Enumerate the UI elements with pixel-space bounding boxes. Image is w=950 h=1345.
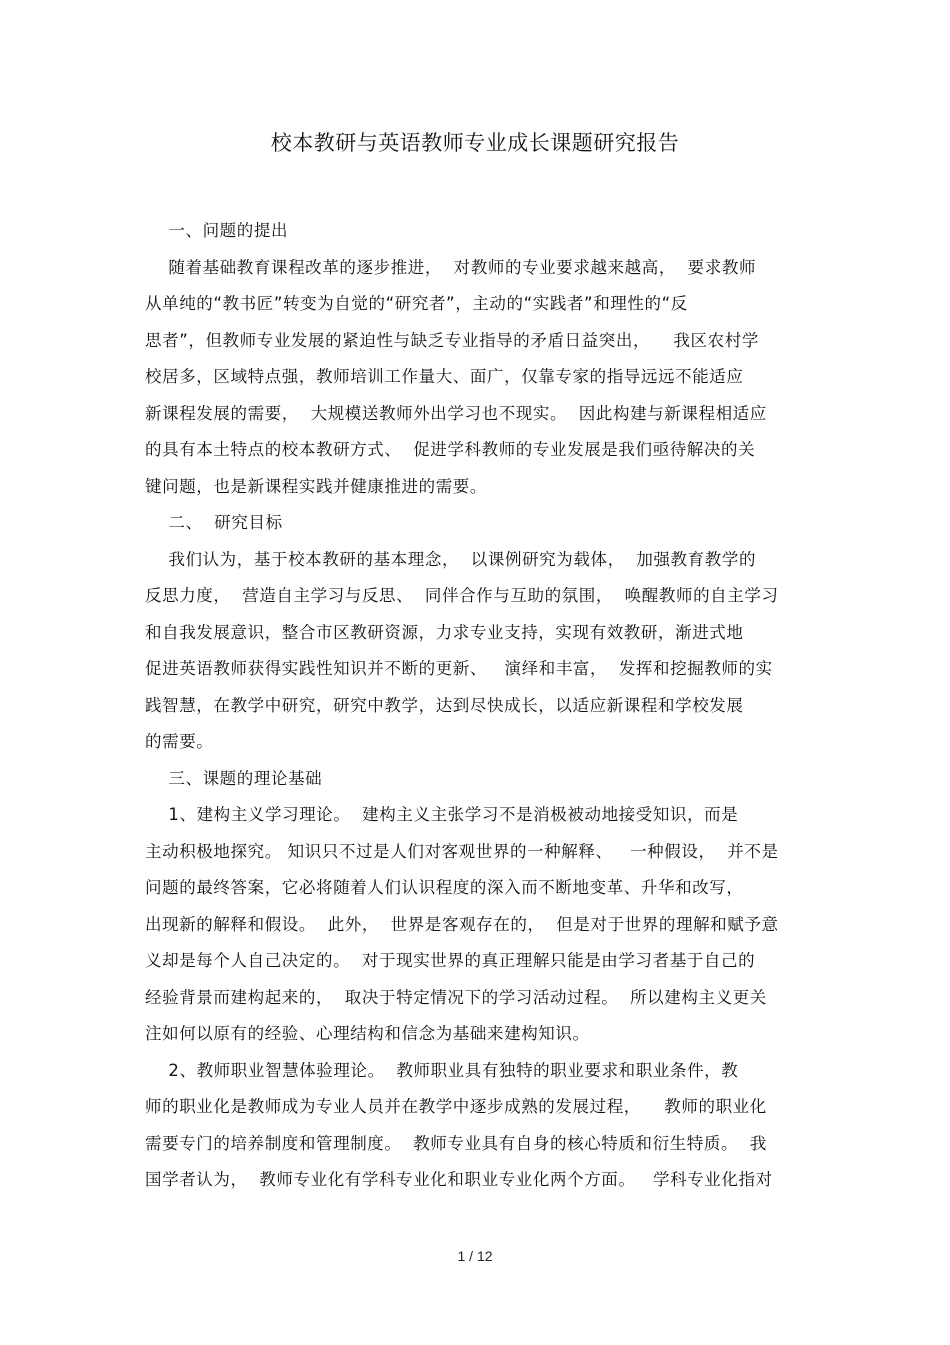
paragraph-line: 随着基础教育课程改革的逐步推进， 对教师的专业要求越来越高， 要求教师 [145,257,757,277]
paragraph-line: 1、建构主义学习理论。 建构主义主张学习不是消极被动地接受知识，而是 [145,805,739,824]
paragraph-line: 出现新的解释和假设。 此外， 世界是客观存在的， 但是对于世界的理解和赋予意 [145,914,779,934]
document-title: 校本教研与英语教师专业成长课题研究报告 [270,131,680,155]
paragraph-line: 的需要。 [145,732,214,751]
paragraph-line: 问题的最终答案，它必将随着人们认识程度的深入而不断地变革、升华和改写， [145,878,744,897]
paragraph-line: 从单纯的“教书匠”转变为自觉的“研究者”，主动的“实践者”和理性的“反 [145,294,688,313]
paragraph-line: 和自我发展意识，整合市区教研资源，力求专业支持，实现有效教研，渐进式地 [145,622,744,642]
page-number: 1 / 12 [457,1248,493,1264]
paragraph-line: 主动积极地探究。 知识只不过是人们对客观世界的一种解释、 一种假设， 并不是 [145,841,779,861]
paragraph-line: 经验背景而建构起来的， 取决于特定情况下的学习活动过程。 所以建构主义更关 [145,987,767,1007]
paragraph-line: 新课程发展的需要， 大规模送教师外出学习也不现实。 因此构建与新课程相适应 [145,403,767,423]
document-body [145,213,815,1199]
paragraph-line: 践智慧，在教学中研究，研究中教学，达到尽快成长，以适应新课程和学校发展 [145,695,744,715]
paragraph-line: 注如何以原有的经验、心理结构和信念为基础来建构知识。 [145,1024,590,1043]
paragraph-line: 需要专门的培养制度和管理制度。 教师专业具有自身的核心特质和衍生特质。 我 [145,1133,767,1153]
paragraph-line: 师的职业化是教师成为专业人员并在教学中逐步成熟的发展过程， 教师的职业化 [145,1097,767,1116]
heading-3-theory: 三、课题的理论基础 [145,768,323,788]
paragraph-line: 思者”，但教师专业发展的紧迫性与缺乏专业指导的矛盾日益突出， 我区农村学 [145,330,759,350]
paragraph-line: 国学者认为， 教师专业化有学科专业化和职业专业化两个方面。 学科专业化指对 [145,1170,773,1189]
paragraph-line: 键问题，也是新课程实践并健康推进的需要。 [145,476,487,496]
paragraph-line: 我们认为，基于校本教研的基本理念， 以课例研究为载体， 加强教育教学的 [145,549,757,569]
paragraph-line: 反思力度， 营造自主学习与反思、 同伴合作与互助的氛围， 唤醒教师的自主学习 [145,586,779,605]
heading-2-goals: 二、 研究目标 [145,513,283,532]
paragraph-line: 2、教师职业智慧体验理论。 教师职业具有独特的职业要求和职业条件，教 [145,1060,739,1080]
paragraph-line: 促进英语教师获得实践性知识并不断的更新、 演绎和丰富， 发挥和挖掘教师的实 [145,659,773,678]
heading-1-question: 一、问题的提出 [145,221,289,240]
paragraph-line: 的具有本土特点的校本教研方式、 促进学科教师的专业发展是我们亟待解决的关 [145,440,756,459]
paragraph-line: 义却是每个人自己决定的。 对于现实世界的真正理解只能是由学习者基于自己的 [145,951,756,970]
paragraph-line: 校居多，区域特点强，教师培训工作量大、面广，仅靠专家的指导远远不能适应 [145,367,744,386]
